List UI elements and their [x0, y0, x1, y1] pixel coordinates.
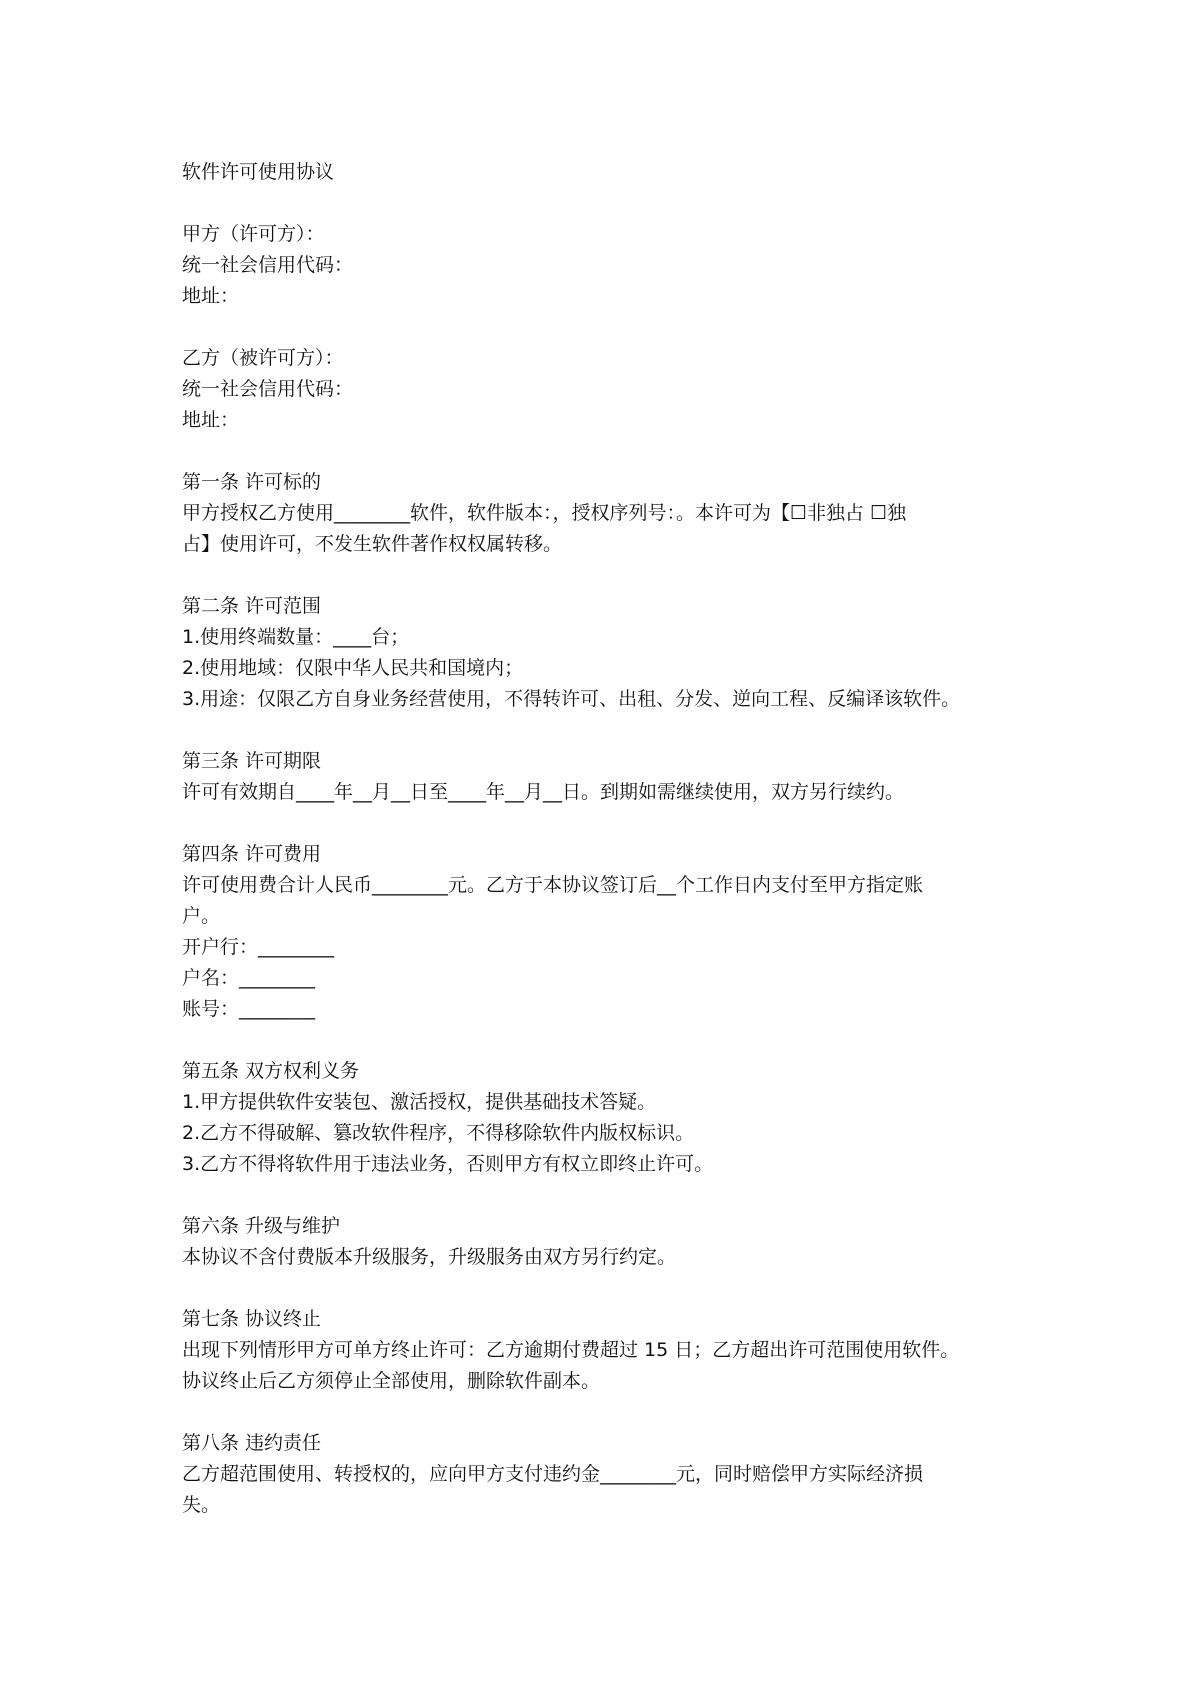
spacer — [182, 560, 1032, 591]
article-6-line: 本协议不含付费版本升级服务，升级服务由双方另行约定。 — [182, 1246, 677, 1268]
article-7-line: 出现下列情形甲方可单方终止许可：乙方逾期付费超过 15 日；乙方超出许可范围使用软件。 — [182, 1339, 960, 1361]
document-page — [182, 157, 1032, 1521]
party-a-label: 甲方（许可方）： — [182, 223, 325, 245]
article-8-line: 失。 — [182, 1494, 221, 1516]
article-5-line: 1.甲方提供软件安装包、激活授权，提供基础技术答疑。 — [182, 1091, 657, 1113]
party-b-label: 乙方（被许可方）： — [182, 347, 344, 369]
account-number-field: 账号：________ — [182, 998, 316, 1020]
party-b-address: 地址： — [182, 409, 240, 431]
article-3-heading: 第三条 许可期限 — [182, 750, 322, 772]
article-2-line: 1.使用终端数量：____台； — [182, 626, 410, 648]
article-7-heading: 第七条 协议终止 — [182, 1308, 322, 1330]
document-title: 软件许可使用协议 — [182, 161, 335, 183]
article-7-line: 协议终止后乙方须停止全部使用，删除软件副本。 — [182, 1370, 601, 1392]
bank-name-field: 开户行：________ — [182, 936, 335, 958]
spacer — [182, 188, 1032, 219]
spacer — [182, 1273, 1032, 1304]
article-4-heading: 第四条 许可费用 — [182, 843, 322, 865]
article-2-heading: 第二条 许可范围 — [182, 595, 322, 617]
spacer — [182, 436, 1032, 467]
article-1-heading: 第一条 许可标的 — [182, 471, 322, 493]
article-2-line: 2.使用地域：仅限中华人民共和国境内； — [182, 657, 524, 679]
party-a-address: 地址： — [182, 285, 240, 307]
party-b-credit-code: 统一社会信用代码： — [182, 378, 354, 400]
article-5-line: 3.乙方不得将软件用于违法业务，否则甲方有权立即终止许可。 — [182, 1153, 714, 1175]
spacer — [182, 808, 1032, 839]
article-4-line: 许可使用费合计人民币________元。乙方于本协议签订后__个工作日内支付至甲方指定账 — [182, 874, 924, 896]
spacer — [182, 715, 1032, 746]
article-1-line: 甲方授权乙方使用________软件，软件版本：，授权序列号：。本许可为【☐非独占 ☐独 — [182, 502, 907, 524]
article-1-line: 占】使用许可，不发生软件著作权权属转移。 — [182, 533, 563, 555]
article-6-heading: 第六条 升级与维护 — [182, 1215, 341, 1237]
party-a-credit-code: 统一社会信用代码： — [182, 254, 354, 276]
article-4-line: 户。 — [182, 905, 221, 927]
article-2-line: 3.用途：仅限乙方自身业务经营使用，不得转许可、出租、分发、逆向工程、反编译该软件。 — [182, 688, 961, 710]
article-5-line: 2.乙方不得破解、篡改软件程序，不得移除软件内版权标识。 — [182, 1122, 695, 1144]
article-8-line: 乙方超范围使用、转授权的，应向甲方支付违约金________元，同时赔偿甲方实际经济损 — [182, 1463, 924, 1485]
spacer — [182, 1180, 1032, 1211]
article-5-heading: 第五条 双方权利义务 — [182, 1060, 360, 1082]
account-name-field: 户名：________ — [182, 967, 316, 989]
article-3-line: 许可有效期自____年__月__日至____年__月__日。到期如需继续使用，双方另行续约。 — [182, 781, 905, 803]
article-8-heading: 第八条 违约责任 — [182, 1432, 322, 1454]
spacer — [182, 1397, 1032, 1428]
spacer — [182, 312, 1032, 343]
spacer — [182, 1025, 1032, 1056]
